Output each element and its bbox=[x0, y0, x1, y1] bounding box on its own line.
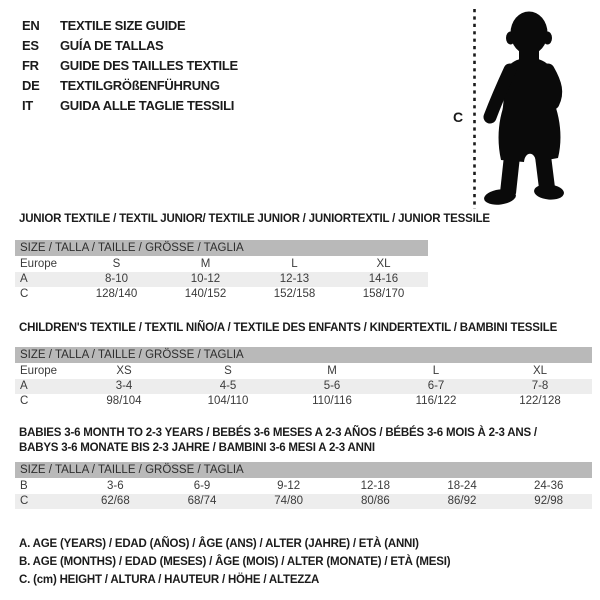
language-row-de bbox=[22, 76, 238, 96]
section-title-line: CHILDREN'S TEXTILE / TEXTIL NIÑO/A / TEXTILE DES ENFANTS / KINDERTEXTIL / BAMBINI TESSILE bbox=[19, 322, 558, 334]
table-cell: 92/98 bbox=[534, 495, 564, 507]
table-cell: 140/152 bbox=[184, 288, 227, 300]
section-babies-textile bbox=[15, 426, 592, 509]
table-cell: 74/80 bbox=[274, 495, 304, 507]
table-cell: XL bbox=[532, 365, 548, 377]
table-cell: 6-9 bbox=[193, 480, 211, 492]
language-code: DE bbox=[22, 78, 40, 93]
table-cell: 110/116 bbox=[312, 395, 352, 407]
size-header-bar: SIZE / TALLA / TAILLE / GRÖSSE / TAGLIA bbox=[15, 347, 592, 363]
language-title-list bbox=[22, 16, 238, 116]
language-title: GUIDE DES TAILLES TEXTILE bbox=[60, 58, 238, 73]
table-cell: 122/128 bbox=[519, 395, 561, 407]
table-cell: L bbox=[291, 258, 298, 270]
footnote-line: A. AGE (YEARS) / EDAD (AÑOS) / ÂGE (ANS) / ALTER (JAHRE) / ETÀ (ANNI) bbox=[19, 538, 419, 550]
table-cell: 3-4 bbox=[115, 380, 133, 392]
language-title: TEXTILE SIZE GUIDE bbox=[60, 18, 186, 33]
size-table bbox=[15, 257, 428, 302]
table-cell: XS bbox=[116, 365, 132, 377]
child-figure bbox=[430, 0, 600, 220]
row-label: Europe bbox=[20, 258, 58, 270]
table-row-c bbox=[15, 494, 592, 509]
table-cell: 80/86 bbox=[360, 495, 390, 507]
table-cell: 9-12 bbox=[277, 480, 301, 492]
table-row-europe bbox=[15, 257, 428, 272]
table-cell: 128/140 bbox=[95, 288, 138, 300]
table-cell: 8-10 bbox=[104, 273, 129, 285]
table-cell: 98/104 bbox=[106, 395, 142, 407]
language-title: GUÍA DE TALLAS bbox=[60, 38, 164, 53]
table-cell: 6-7 bbox=[427, 380, 445, 392]
row-label: A bbox=[20, 380, 28, 392]
table-cell: 24-36 bbox=[533, 480, 564, 492]
language-code: EN bbox=[22, 18, 40, 33]
table-cell: 86/92 bbox=[447, 495, 477, 507]
table-cell: 12-18 bbox=[360, 480, 391, 492]
footnote-line: C. (cm) HEIGHT / ALTURA / HAUTEUR / HÖHE / ALTEZZA bbox=[19, 574, 320, 586]
footnote-line: B. AGE (MONTHS) / EDAD (MESES) / ÂGE (MOIS) / ALTER (MONATE) / ETÀ (MESI) bbox=[19, 556, 451, 568]
language-row-it bbox=[22, 96, 238, 116]
footnotes bbox=[19, 535, 450, 589]
measure-label: C bbox=[453, 109, 464, 125]
table-cell: 68/74 bbox=[187, 495, 217, 507]
row-label: C bbox=[20, 495, 29, 507]
table-row-b bbox=[15, 479, 592, 494]
section-title-line: BABYS 3-6 MONATE BIS 2-3 JAHRE / BAMBINI 3-6 MESI A 2-3 ANNI bbox=[19, 442, 375, 454]
language-title: TEXTILGRÖßENFÜHRUNG bbox=[60, 78, 220, 93]
table-cell: L bbox=[432, 365, 440, 377]
size-header-bar: SIZE / TALLA / TAILLE / GRÖSSE / TAGLIA bbox=[15, 240, 428, 256]
section-title-line: JUNIOR TEXTILE / TEXTIL JUNIOR/ TEXTILE JUNIOR / JUNIORTEXTIL / JUNIOR TESSILE bbox=[19, 213, 490, 225]
table-cell: 158/170 bbox=[362, 288, 405, 300]
table-cell: M bbox=[200, 258, 211, 270]
section-title bbox=[19, 212, 490, 227]
table-row-a bbox=[15, 379, 592, 394]
toddler-silhouette-icon bbox=[483, 12, 564, 207]
table-cell: S bbox=[224, 365, 232, 377]
language-code: ES bbox=[22, 38, 39, 53]
row-label: C bbox=[20, 395, 29, 407]
language-code: IT bbox=[22, 98, 33, 113]
size-table bbox=[15, 479, 592, 509]
row-label: C bbox=[20, 288, 29, 300]
table-cell: XL bbox=[376, 258, 391, 270]
size-header-bar: SIZE / TALLA / TAILLE / GRÖSSE / TAGLIA bbox=[15, 462, 592, 478]
section-childrens-textile bbox=[15, 321, 592, 409]
row-label: A bbox=[20, 273, 28, 285]
table-cell: 152/158 bbox=[273, 288, 316, 300]
table-cell: M bbox=[327, 365, 337, 377]
table-row-c bbox=[15, 287, 428, 302]
table-cell: 104/110 bbox=[207, 395, 249, 407]
language-code: FR bbox=[22, 58, 39, 73]
section-title-line: BABIES 3-6 MONTH TO 2-3 YEARS / BEBÉS 3-6 MESES A 2-3 AÑOS / BÉBÉS 3-6 MOIS À 2-3 ANS / bbox=[19, 427, 537, 439]
table-cell: 5-6 bbox=[323, 380, 341, 392]
table-cell: 7-8 bbox=[531, 380, 549, 392]
language-row-en bbox=[22, 16, 238, 36]
table-cell: 18-24 bbox=[447, 480, 477, 492]
size-table bbox=[15, 364, 592, 409]
table-cell: 10-12 bbox=[190, 273, 221, 285]
table-cell: 12-13 bbox=[279, 273, 310, 285]
row-label: B bbox=[20, 480, 28, 492]
table-cell: 4-5 bbox=[219, 380, 237, 392]
table-cell: 116/122 bbox=[415, 395, 457, 407]
table-row-c bbox=[15, 394, 592, 409]
table-row-a bbox=[15, 272, 428, 287]
section-title bbox=[19, 321, 592, 336]
language-row-fr bbox=[22, 56, 238, 76]
row-label: Europe bbox=[20, 365, 58, 377]
table-cell: S bbox=[112, 258, 121, 270]
table-row-europe bbox=[15, 364, 592, 379]
section-junior-textile bbox=[15, 212, 490, 302]
section-title bbox=[19, 426, 592, 456]
language-title: GUIDA ALLE TAGLIE TESSILI bbox=[60, 98, 235, 113]
table-cell: 14-16 bbox=[368, 273, 399, 285]
table-cell: 3-6 bbox=[107, 480, 124, 492]
language-row-es bbox=[22, 36, 238, 56]
table-cell: 62/68 bbox=[100, 495, 130, 507]
